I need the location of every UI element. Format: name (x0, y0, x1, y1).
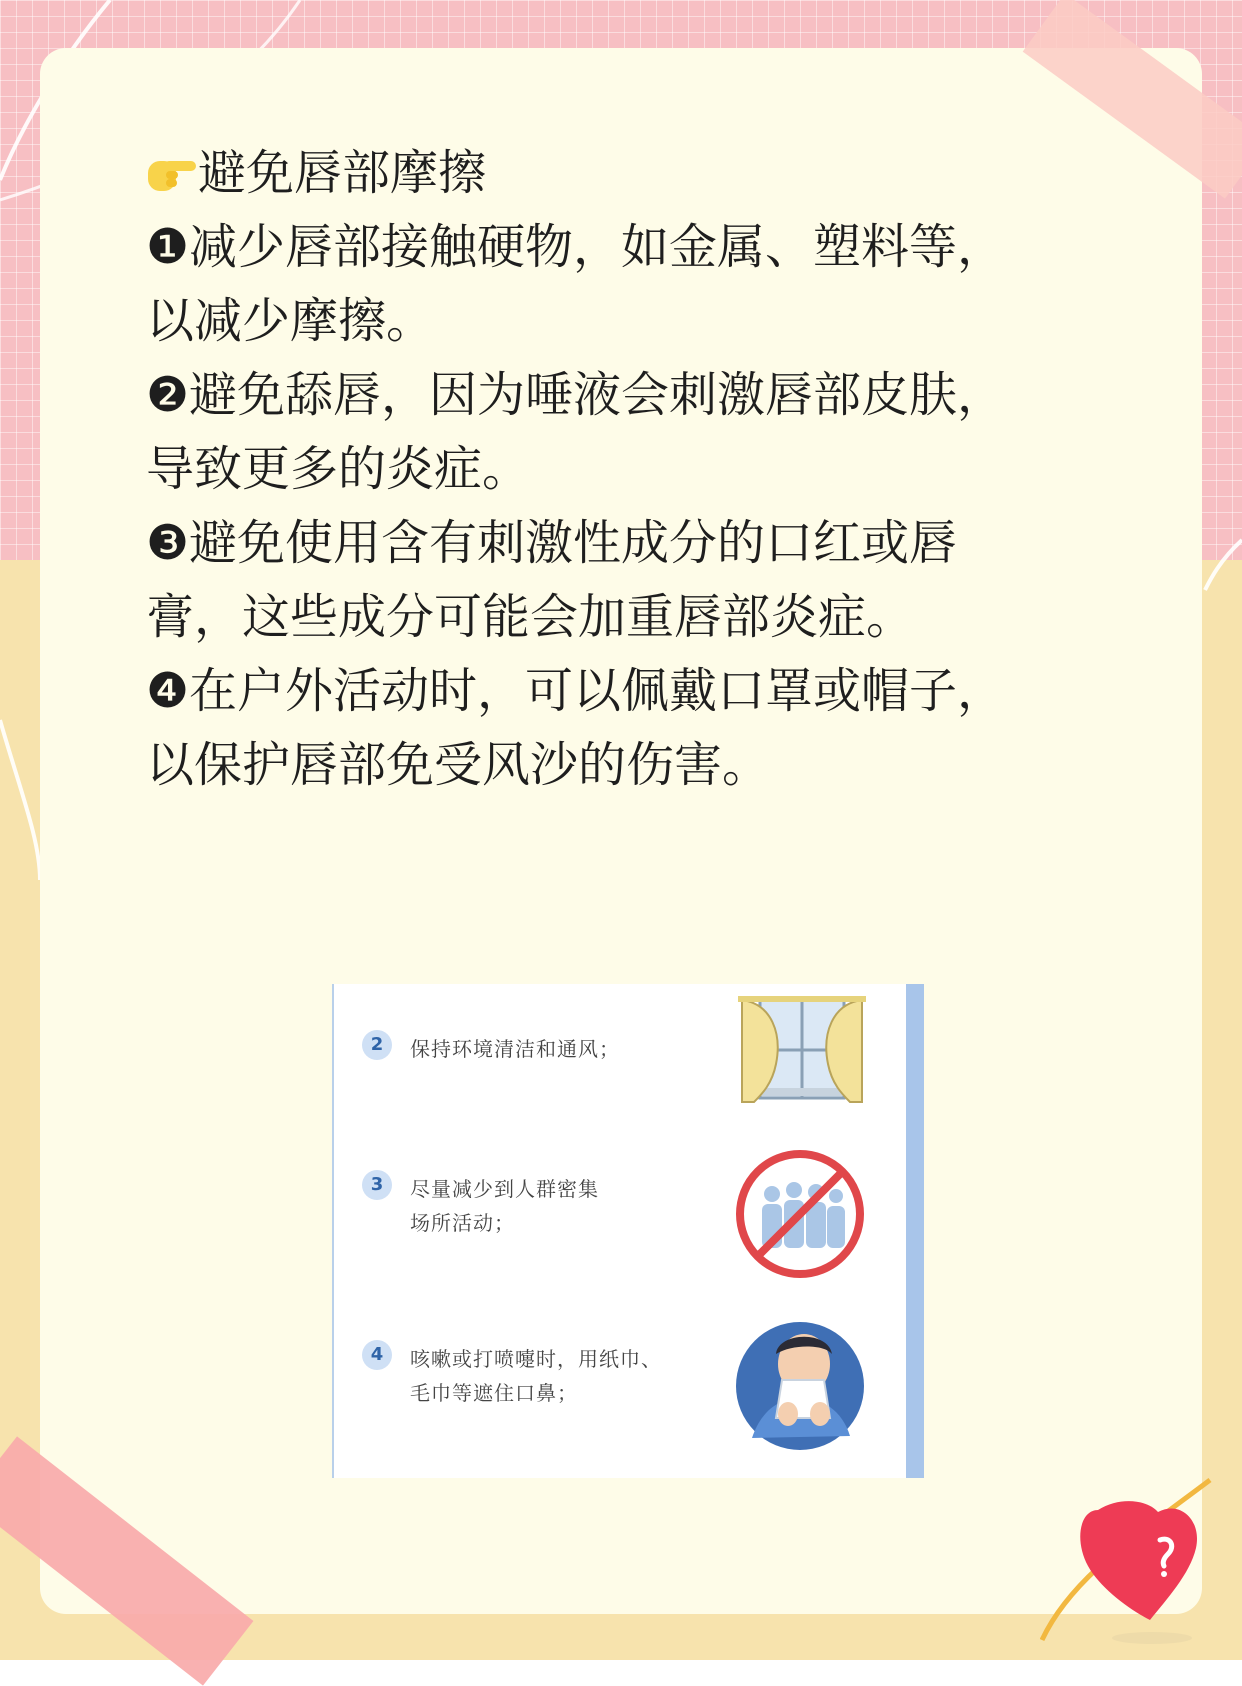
tip-3-text-1: 避免使用含有刺激性成分的口红或唇 (189, 515, 958, 571)
inset-item-line: 场所活动； (410, 1211, 515, 1235)
heart-icon (1040, 1470, 1230, 1650)
tip-2-text-1: 避免舔唇，因为唾液会刺激唇部皮肤， (189, 367, 1006, 423)
inset-item-line: 保持环境清洁和通风； (410, 1037, 620, 1061)
tip-2-line-1 (146, 358, 1146, 432)
inset-item-line: 尽量减少到人群密集 (410, 1177, 599, 1201)
tip-2-marker: ❷ (146, 367, 190, 423)
tip-2-line-2: 导致更多的炎症。 (146, 441, 531, 497)
inset-item-line: 咳嗽或打喷嚏时，用纸巾、 (410, 1347, 662, 1371)
infographic-inset (332, 984, 924, 1478)
tip-1-line-1 (146, 210, 1146, 284)
tip-4-marker: ❹ (146, 663, 190, 719)
heading-title: 避免唇部摩擦 (198, 145, 487, 201)
tip-3-line-1 (146, 506, 1146, 580)
inset-item-number: 4 (362, 1340, 392, 1370)
inset-item-line: 毛巾等遮住口鼻； (410, 1381, 578, 1405)
tip-1-text-1: 减少唇部接触硬物，如金属、塑料等， (189, 219, 1006, 275)
inset-item-text (410, 1032, 700, 1066)
tips-text-block (146, 136, 1146, 802)
inset-item-number: 3 (362, 1170, 392, 1200)
tip-4-text-1: 在户外活动时，可以佩戴口罩或帽子， (189, 663, 1006, 719)
inset-item-text (410, 1172, 700, 1240)
person-sneezing-icon (732, 1318, 868, 1454)
heading-line (146, 136, 1146, 210)
no-crowd-icon (732, 1146, 868, 1282)
tip-1-line-2: 以减少摩擦。 (146, 293, 435, 349)
tip-3-line-2: 膏，这些成分可能会加重唇部炎症。 (146, 589, 915, 645)
tip-4-line-1 (146, 654, 1146, 728)
pointing-hand-icon (146, 142, 198, 188)
inset-side-bar (906, 984, 924, 1478)
tip-1-marker: ❶ (146, 219, 190, 275)
tip-3-marker: ❸ (146, 515, 190, 571)
inset-item-number: 2 (362, 1030, 392, 1060)
tip-4-line-2: 以保护唇部免受风沙的伤害。 (146, 737, 771, 793)
window-curtain-icon (732, 994, 872, 1106)
inset-item-text (410, 1342, 700, 1410)
